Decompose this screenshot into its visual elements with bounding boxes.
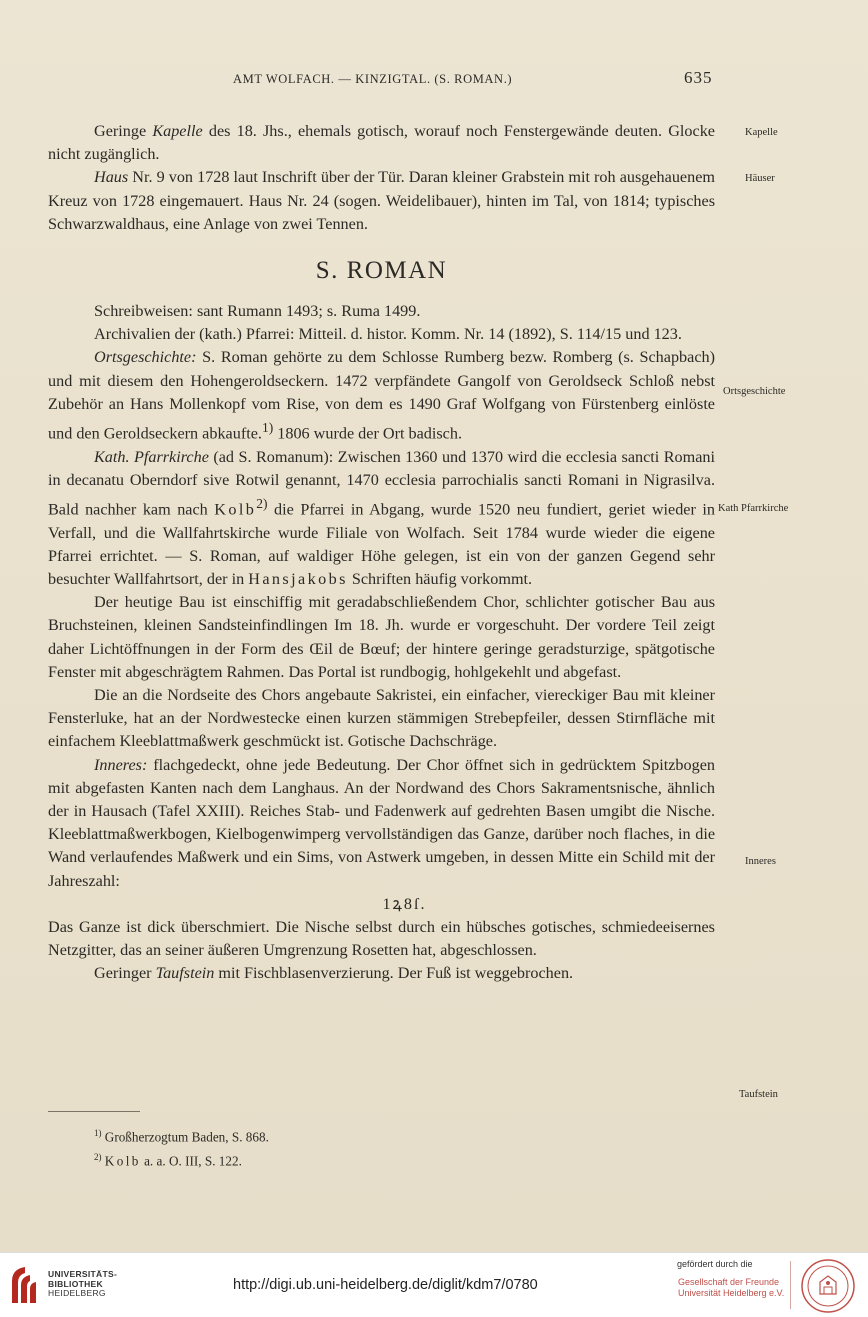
paragraph-pfarrkirche: Kath. Pfarrkirche (ad S. Romanum): Zwischen 1360 und 1370 wird die ecclesia sancti Romani in decanatu Oberndorf sive Rotwil genannt, 1470 ecclesia parrochialis sancti Romani in Nigrasilva. Bald nachher kam nach Kolb$^{2)}$ die Pfarrei in Abgang, wurde 1520 neu fundiert, geriet wieder in Verfall, und die Wallfahrtskirche wurde Filiale von Wolfach. Seit 1784 wurde wieder die eigene Pfarrei errichtet. — S. Roman, auf waldiger Höhe gelegen, ist ein von der ganzen Gegend sehr besuchter Wallfahrtsort, der in Hansjakobs Schriften häufig vorkommt.	[48, 447, 715, 589]
library-name[interactable]: UNIVERSITÄTS- BIBLIOTHEK HEIDELBERG	[48, 1269, 118, 1298]
permalink[interactable]: http://digi.ub.uni-heidelberg.de/diglit/kdm7/0780	[233, 1277, 538, 1293]
footnote-ref-1[interactable]: 1)	[261, 420, 274, 436]
date-inscription: 1ꝝ8ſ.	[382, 894, 427, 913]
paragraph-kapelle: Geringe Kapelle des 18. Jhs., ehemals gotisch, worauf noch Fenstergewände deuten. Glocke nicht zugänglich.	[48, 122, 715, 164]
section-heading: S. ROMAN	[315, 257, 448, 285]
footnotes	[94, 1123, 269, 1172]
paragraph-nische: Das Ganze ist dick überschmiert. Die Nische selbst durch ein hübsches gotisches, schmiedeeisernes Netzgitter, das an seiner äußeren Umgrenzung Rosetten hat, abgeschlossen.	[48, 918, 715, 960]
paragraph-taufstein: Geringer Taufstein mit Fischblasenverzierung. Der Fuß ist weggebrochen.	[94, 964, 574, 983]
body-text	[48, 120, 715, 986]
footnote-rule	[48, 1111, 140, 1112]
university-seal-icon	[800, 1258, 856, 1314]
footnote-ref-2[interactable]: 2)	[256, 496, 268, 512]
viewer-footer	[0, 1252, 868, 1317]
paragraph-schreibweisen: Schreibweisen: sant Rumann 1493; s. Ruma 1499.	[94, 302, 421, 321]
margin-note-pfarrkirche: Kath Pfarrkirche	[718, 503, 789, 514]
paragraph-ortsgeschichte: Ortsgeschichte: S. Roman gehörte zu dem Schlosse Rumberg bezw. Romberg (s. Schapbach) und mit diesem den Hohengeroldseckern. 1472 verpfändete Gangolf von Geroldseck Schloß nebst Zubehör an Hans Mollenkopf vom Rise, von dem es 1490 Graf Wolfgang von Fürstenberg einlöste und den Geroldseckern abkaufte.$^{1)}$ 1806 wurde der Ort badisch.	[48, 348, 715, 443]
margin-note-inneres: Inneres	[745, 856, 776, 867]
margin-note-ortsgeschichte: Ortsgeschichte	[723, 386, 786, 397]
paragraph-archivalien: Archivalien der (kath.) Pfarrei: Mitteil. d. histor. Komm. Nr. 14 (1892), S. 114/15 und 123.	[94, 325, 682, 344]
sponsor-name[interactable]: Gesellschaft der Freunde Universität Heidelberg e.V.	[678, 1277, 785, 1298]
margin-note-taufstein: Taufstein	[739, 1089, 778, 1100]
footnote-1: $^{1)}$ Großherzogtum Baden, S. 868.	[94, 1128, 269, 1145]
paragraph-bau: Der heutige Bau ist einschiffig mit geradabschließendem Chor, schlichter gotischer Bau aus Bruchsteinen, kleinen Sandsteinfindlingen Im 18. Jh. wurde er vorgeschuht. Der vordere Teil zeigt daher Lichtöffnungen in der Form des Œil de Bœuf; der hintere geringe geradsturzige, spätgotische Fenster mit abgeschrägtem Rahmen. Das Portal ist rundbogig, hohlgekehlt und abgefast.	[48, 593, 715, 681]
paragraph-sakristei: Die an die Nordseite des Chors angebaute Sakristei, ein einfacher, viereckiger Bau mit kleiner Fensterluke, hat an der Nordwestecke einen kurzen stämmigen Strebepfeiler, dessen Stirnfläche mit einfachem Kleeblattmaßwerk geschmückt ist. Gotische Dachschräge.	[48, 686, 715, 751]
sponsor-divider	[790, 1261, 791, 1309]
library-logo-icon[interactable]	[8, 1263, 42, 1307]
paragraph-haus: Haus Nr. 9 von 1728 laut Inschrift über der Tür. Daran kleiner Grabstein mit roh ausgehauenem Kreuz von 1728 eingemauert. Haus Nr. 24 (sogen. Weidelibauer), hinten im Tal, von 1814; typisches Schwarzwaldhaus, eine Anlage von zwei Tennen.	[48, 168, 715, 233]
running-title: AMT WOLFACH. — KINZIGTAL. (S. ROMAN.)	[233, 72, 513, 86]
sponsor-caption: gefördert durch die	[677, 1259, 753, 1269]
page-number: 635	[684, 68, 713, 87]
paragraph-inneres: Inneres: flachgedeckt, ohne jede Bedeutung. Der Chor öffnet sich in gedrücktem Spitzbogen mit abgefasten Kanten nach dem Langhaus. An der Nordwand des Chors Sakramentsnische, ähnlich der in Hausach (Tafel XXIII). Reiches Stab- und Fadenwerk auf gedrehten Basen umgibt die Nische. Kleeblattmaßwerkbogen, Kielbogenwimperg vervollständigen das Ganze, darüber noch flaches, in die Wand verlaufendes Maßwerk und ein Sims, von Astwerk umgeben, in dessen Mitte ein Schild mit der Jahreszahl:	[48, 755, 715, 890]
margin-note-kapelle: Kapelle	[745, 127, 778, 138]
margin-note-haeuser: Häuser	[745, 173, 775, 184]
footnote-2: $^{2)}$ Kolb a. a. O. III, S. 122.	[94, 1152, 242, 1169]
